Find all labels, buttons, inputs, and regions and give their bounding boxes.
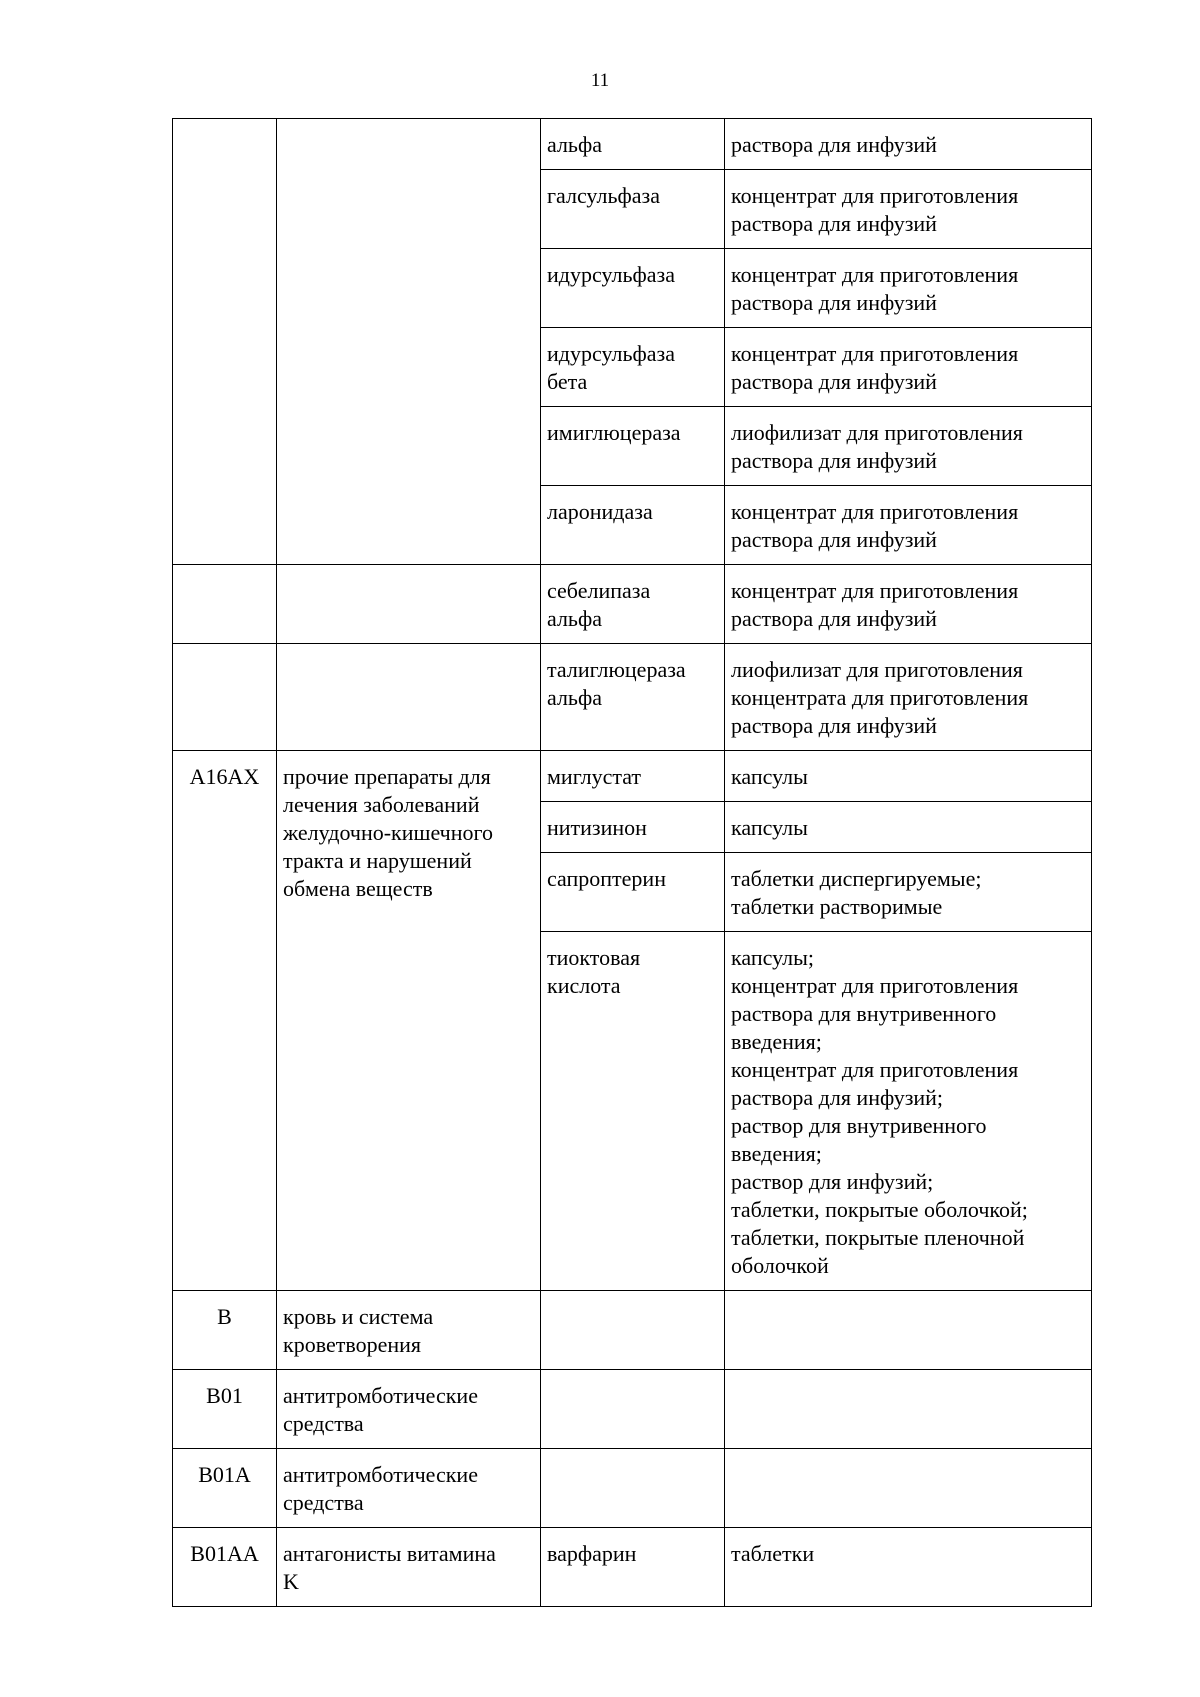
atc-code-cell [173,565,277,644]
group-name-cell: антитромботические средства [277,1370,541,1449]
dosage-form-cell: концентрат для приготовления раствора для инфузий [725,486,1092,565]
atc-code-cell: B01 [173,1370,277,1449]
group-name-cell [277,644,541,751]
table-row [173,751,1092,802]
group-name-cell [277,119,541,565]
table-row [173,1291,1092,1370]
atc-code-cell: A16AX [173,751,277,1291]
drug-name-cell: альфа [541,119,725,170]
table-row [173,1528,1092,1607]
dosage-form-cell: таблетки диспергируемые; таблетки растворимые [725,853,1092,932]
drug-name-cell: миглустат [541,751,725,802]
atc-code-cell [173,119,277,565]
table-row [173,119,1092,170]
page-number: 11 [590,70,610,91]
atc-code-cell [173,644,277,751]
atc-code-cell: B01AA [173,1528,277,1607]
group-name-cell [277,565,541,644]
dosage-form-cell: лиофилизат для приготовления раствора для инфузий [725,407,1092,486]
dosage-form-cell: лиофилизат для приготовления концентрата для приготовления раствора для инфузий [725,644,1092,751]
dosage-form-cell: таблетки [725,1528,1092,1607]
drug-name-cell: варфарин [541,1528,725,1607]
group-name-cell: прочие препараты для лечения заболеваний желудочно-кишечного тракта и нарушений обмена веществ [277,751,541,1291]
drug-name-cell: имиглюцераза [541,407,725,486]
drug-name-cell: идурсульфаза бета [541,328,725,407]
drug-name-cell: сапроптерин [541,853,725,932]
dosage-form-cell: капсулы; концентрат для приготовления раствора для внутривенного введения; концентрат для приготовления раствора для инфузий; раствор для внутривенного введения; раствор для инфузий; таблетки, покрытые оболочкой; таблетки, покрытые пленочной оболочкой [725,932,1092,1291]
dosage-form-cell [725,1370,1092,1449]
drug-name-cell [541,1291,725,1370]
group-name-cell: антагонисты витамина K [277,1528,541,1607]
group-name-cell: кровь и система кроветворения [277,1291,541,1370]
drug-name-cell: талиглюцераза альфа [541,644,725,751]
dosage-form-cell: капсулы [725,802,1092,853]
dosage-form-cell [725,1449,1092,1528]
dosage-form-cell [725,1291,1092,1370]
dosage-form-cell: концентрат для приготовления раствора для инфузий [725,565,1092,644]
table-row [173,644,1092,751]
table-row [173,1370,1092,1449]
table-row [173,565,1092,644]
drug-name-cell [541,1370,725,1449]
drug-name-cell: идурсульфаза [541,249,725,328]
drug-name-cell: галсульфаза [541,170,725,249]
drug-name-cell [541,1449,725,1528]
table-row [173,1449,1092,1528]
atc-code-cell: B01A [173,1449,277,1528]
dosage-form-cell: концентрат для приготовления раствора для инфузий [725,328,1092,407]
group-name-cell: антитромботические средства [277,1449,541,1528]
drug-name-cell: тиоктовая кислота [541,932,725,1291]
drug-table [172,118,1092,1607]
dosage-form-cell: капсулы [725,751,1092,802]
drug-name-cell: ларонидаза [541,486,725,565]
dosage-form-cell: раствора для инфузий [725,119,1092,170]
atc-code-cell: B [173,1291,277,1370]
dosage-form-cell: концентрат для приготовления раствора для инфузий [725,170,1092,249]
dosage-form-cell: концентрат для приготовления раствора для инфузий [725,249,1092,328]
drug-name-cell: себелипаза альфа [541,565,725,644]
drug-name-cell: нитизинон [541,802,725,853]
